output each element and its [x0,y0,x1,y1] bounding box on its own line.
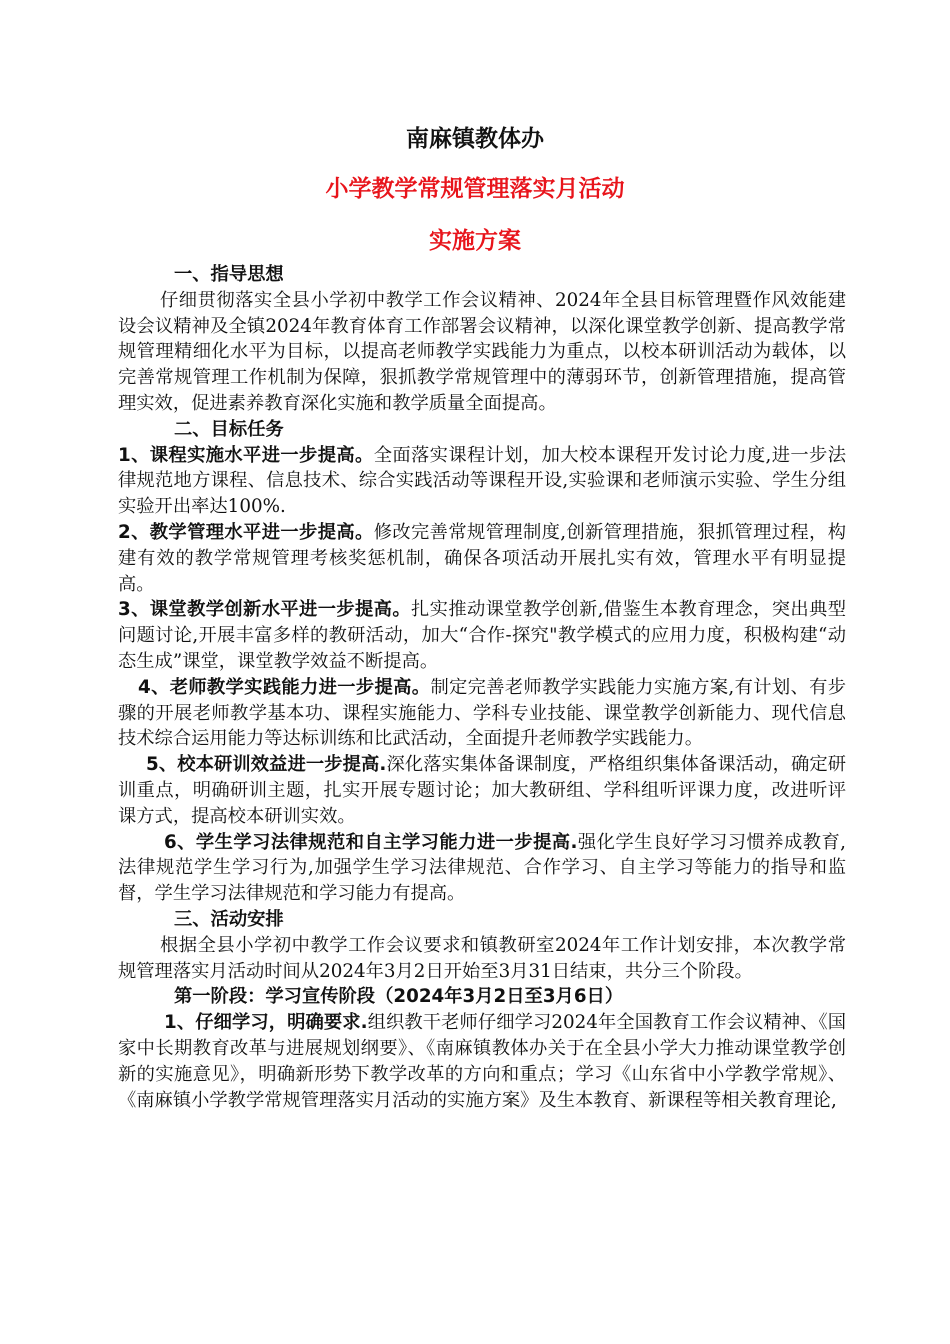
goal-item-4-text: 制定完善老师教学实践能力实施方案,有计划、有步骤的开展老师教学基本功、课程实施能力、学科专业技能、课堂教学创新能力、现代信息技术综合运用能力等达标训练和比武活动，全面提升老师教学实践能力。 [118,676,846,750]
document-body [118,262,846,1113]
goal-item-4 [118,675,846,752]
section-text-guiding-ideology: 仔细贯彻落实全县小学初中教学工作会议精神、2024年全县目标管理暨作风效能建设会议精神及全镇2024年教育体育工作部署会议精神，以深化课堂教学创新、提高教学常规管理精细化水平为目标，以提高老师教学实践能力为重点，以校本研训活动为载体，以完善常规管理工作机制为保障，狠抓教学常规管理中的薄弱环节，创新管理措施，提高管理实效，促进素养教育深化实施和教学质量全面提高。 [118,289,846,414]
goal-item-6 [118,830,846,907]
goal-item-3 [118,597,846,674]
section-heading-goals: 二、目标任务 [174,418,284,440]
goal-item-2 [118,520,846,597]
phase-1-item-1 [118,1010,846,1113]
goal-item-2-lead: 2、教学管理水平进一步提高。 [118,521,374,543]
goal-item-6-lead: 6、学生学习法律规范和自主学习能力进一步提高. [164,831,578,853]
phase-1-heading: 第一阶段：学习宣传阶段（2024年3月2日至3月6日） [174,986,624,1008]
goal-item-5-lead: 5、校本研训效益进一步提高. [146,754,387,776]
phase-1-item-1-lead: 1、仔细学习，明确要求. [164,1012,368,1034]
section-heading-schedule: 三、活动安排 [174,908,284,930]
phase-1-item-1-text: 组织教干老师仔细学习2024年全国教育工作会议精神、《国家中长期教育改革与进展规划纲要》、《南麻镇教体办关于在全县小学大力推动课堂教学创新的实施意见》，明确新形势下教学改革的方向和重点；学习《山东省中小学教学常规》、《南麻镇小学教学常规管理落实月活动的实施方案》及生本教育、新课程等相关教育理论, [118,1012,846,1111]
goal-item-6-text: 强化学生良好学习习惯养成教育,法律规范学生学习行为,加强学生学习法律规范、合作学习、自主学习等能力的指导和监督，学生学习法律规范和学习能力有提高。 [118,831,846,905]
goal-item-1-lead: 1、课程实施水平进一步提高。 [118,444,374,466]
goal-item-4-lead: 4、老师教学实践能力进一步提高。 [138,676,431,698]
goal-item-1 [118,443,846,520]
goal-item-5 [118,752,846,829]
document-subtitle: 实施方案 [429,228,521,254]
document-title: 小学教学常规管理落实月活动 [325,176,625,202]
goal-item-5-text: 深化落实集体备课制度，严格组织集体备课活动，确定研训重点，明确研训主题，扎实开展专题讨论；加大教研组、学科组听评课力度，改进听评课方式，提高校本研训实效。 [118,754,847,827]
goal-item-3-text: 扎实推动课堂教学创新,借鉴生本教育理念，突出典型问题讨论,开展丰富多样的教研活动，加大“合作-探究"教学模式的应用力度，积极构建“动态生成”课堂，课堂教学效益不断提高。 [118,599,846,672]
goal-item-3-lead: 3、课堂教学创新水平进一步提高。 [118,599,411,621]
section-text-schedule: 根据全县小学初中教学工作会议要求和镇教研室2024年工作计划安排，本次教学常规管理落实月活动时间从2024年3月2日开始至3月31日结束，共分三个阶段。 [118,934,846,982]
goal-item-1-text: 全面落实课程计划，加大校本课程开发讨论力度,进一步法律规范地方课程、信息技术、综合实践活动等课程开设,实验课和老师演示实验、学生分组实验开出率达100%. [118,444,846,518]
org-title: 南麻镇教体办 [406,126,544,152]
section-heading-guiding-ideology: 一、指导思想 [174,264,284,285]
goal-item-2-text: 修改完善常规管理制度,创新管理措施，狠抓管理过程，构建有效的教学常规管理考核奖惩机制，确保各项活动开展扎实有效，管理水平有明显提高。 [118,521,846,595]
